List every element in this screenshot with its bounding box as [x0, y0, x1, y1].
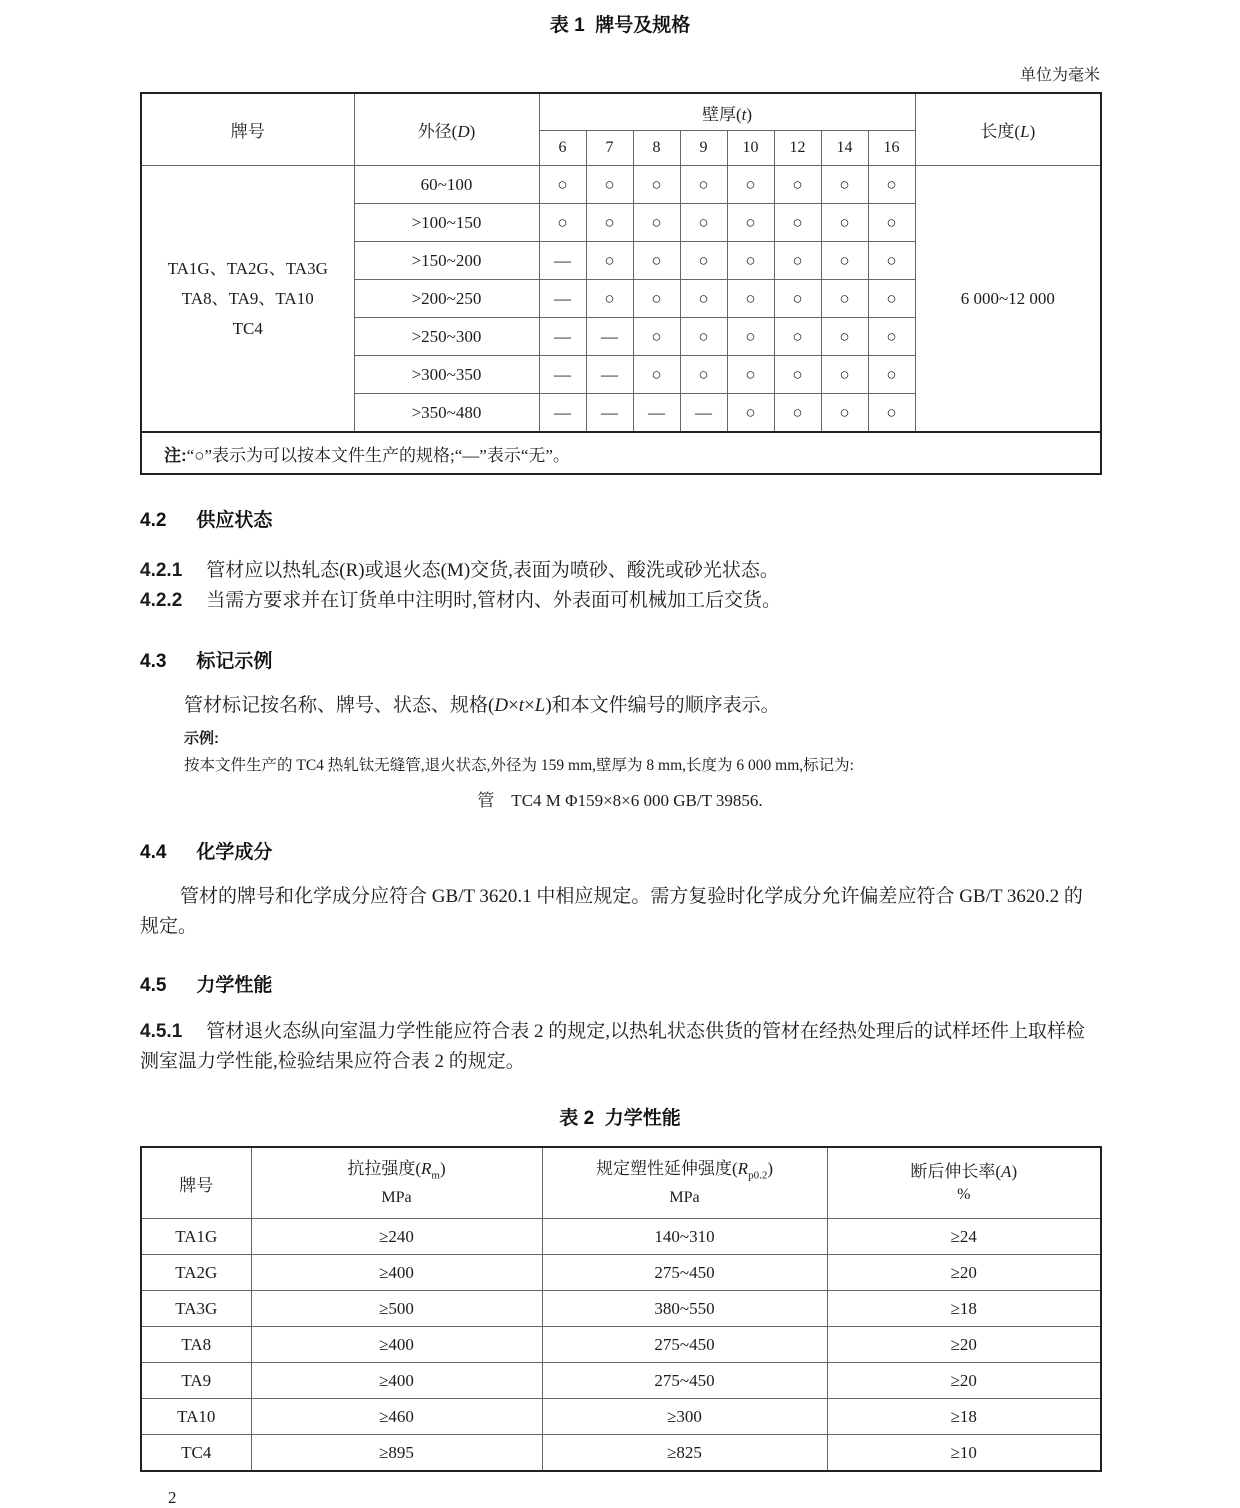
- yield-value: 275~450: [542, 1363, 827, 1399]
- brand-line-3: TC4: [232, 318, 263, 338]
- col-header-elongation: [827, 1147, 1101, 1219]
- spec-mark: —: [539, 242, 586, 280]
- brand-value: TA8: [141, 1327, 251, 1363]
- yield-label-pre: 规定塑性延伸强度(: [596, 1158, 738, 1178]
- subscript-p02: p0.2: [748, 1169, 768, 1182]
- spec-mark: ○: [680, 204, 727, 242]
- spec-mark: —: [586, 356, 633, 394]
- length-cell: 6 000~12 000: [915, 166, 1101, 433]
- section-number: 4.2.1: [140, 560, 183, 581]
- section-title: 力学性能: [196, 975, 273, 996]
- elongation-unit: %: [957, 1186, 971, 1203]
- symbol-t: t: [518, 695, 525, 716]
- tensile-value: ≥500: [251, 1291, 542, 1327]
- section-4-2-2: [140, 586, 1100, 616]
- spec-mark: ○: [633, 356, 680, 394]
- table2: [140, 1146, 1102, 1472]
- col-header-length: [915, 93, 1101, 166]
- yield-value: 275~450: [542, 1255, 827, 1291]
- spec-mark: ○: [868, 242, 915, 280]
- spec-mark: ○: [727, 318, 774, 356]
- section-text: 当需方要求并在订货单中注明时,管材内、外表面可机械加工后交货。: [206, 590, 782, 611]
- brand-value: TC4: [141, 1435, 251, 1472]
- section-number: 4.2.2: [140, 590, 183, 611]
- spec-mark: —: [539, 394, 586, 433]
- spec-mark: ○: [727, 204, 774, 242]
- marking-text: )和本文件编号的顺序表示。: [545, 695, 780, 716]
- page-content: [140, 0, 1100, 1508]
- spec-mark: ○: [774, 280, 821, 318]
- spec-mark: ○: [586, 204, 633, 242]
- spec-mark: ○: [539, 204, 586, 242]
- section-4-3-heading: [140, 646, 1100, 673]
- tensile-value: ≥400: [251, 1327, 542, 1363]
- section-4-5-1: [140, 1017, 1100, 1077]
- col-header-brand: 牌号: [141, 1147, 251, 1219]
- spec-mark: ○: [821, 394, 868, 433]
- table2-header-row: [141, 1147, 1101, 1219]
- note-text: “○”表示为可以按本文件生产的规格;“—”表示“无”。: [186, 445, 570, 465]
- spec-mark: ○: [821, 318, 868, 356]
- spec-mark: ○: [821, 242, 868, 280]
- brand-line-2: TA8、TA9、TA10: [181, 288, 314, 308]
- section-4-5-heading: [140, 970, 1100, 997]
- elongation-label: [828, 1160, 1101, 1184]
- col-header-yield: [542, 1147, 827, 1219]
- table2-title-text: 表 2 力学性能: [559, 1108, 681, 1129]
- yield-value: 275~450: [542, 1327, 827, 1363]
- yield-unit: MPa: [669, 1189, 700, 1207]
- wall-col-6: 6: [539, 131, 586, 166]
- spec-mark: ○: [821, 204, 868, 242]
- od-symbol: D: [457, 122, 470, 141]
- od-range: 60~100: [354, 166, 539, 204]
- wall-label-pre: 壁厚(: [702, 104, 742, 124]
- spec-mark: —: [539, 280, 586, 318]
- yield-value: ≥825: [542, 1435, 827, 1472]
- unit-note: 单位为毫米: [1019, 67, 1100, 84]
- tensile-label: [252, 1157, 542, 1187]
- wall-col-9: 9: [680, 131, 727, 166]
- tensile-value: ≥460: [251, 1399, 542, 1435]
- example-label: 示例:: [184, 730, 219, 747]
- table-row: [141, 1327, 1101, 1363]
- section-text: 管材退火态纵向室温力学性能应符合表 2 的规定,以热轧状态供货的管材在经热处理后的试样坯件上取样检测室温力学性能,检验结果应符合表 2 的规定。: [140, 1021, 1086, 1072]
- spec-mark: ○: [680, 242, 727, 280]
- spec-mark: ○: [868, 204, 915, 242]
- wall-col-10: 10: [727, 131, 774, 166]
- brand-value: TA3G: [141, 1291, 251, 1327]
- elongation-value: ≥24: [827, 1219, 1101, 1255]
- spec-mark: —: [633, 394, 680, 433]
- marking-text: 管材标记按名称、牌号、状态、规格(: [184, 695, 495, 716]
- section-title: 化学成分: [196, 842, 273, 863]
- symbol-D: D: [494, 695, 509, 716]
- spec-mark: —: [539, 356, 586, 394]
- tensile-label-post: ): [439, 1158, 446, 1178]
- elongation-value: ≥20: [827, 1327, 1101, 1363]
- symbol-L: L: [534, 695, 546, 716]
- yield-value: ≥300: [542, 1399, 827, 1435]
- spec-mark: ○: [586, 166, 633, 204]
- table1-header-row1: [141, 93, 1101, 131]
- symbol-A: A: [1001, 1162, 1012, 1181]
- section-number: 4.5: [140, 975, 167, 996]
- table1-title: [140, 0, 1100, 37]
- table-row: [141, 1255, 1101, 1291]
- wall-col-7: 7: [586, 131, 633, 166]
- tensile-label-pre: 抗拉强度(: [347, 1158, 422, 1178]
- col-header-od: [354, 93, 539, 166]
- tensile-value: ≥400: [251, 1363, 542, 1399]
- spec-mark: ○: [868, 318, 915, 356]
- table1-note: [141, 432, 1101, 474]
- length-label-post: ): [1029, 122, 1036, 141]
- yield-value: 140~310: [542, 1219, 827, 1255]
- symbol-R: R: [737, 1158, 749, 1178]
- spec-mark: ○: [586, 242, 633, 280]
- section-number: 4.3: [140, 651, 167, 672]
- table1-title-text: 表 1 牌号及规格: [549, 15, 691, 36]
- brand-value: TA9: [141, 1363, 251, 1399]
- elongation-value: ≥20: [827, 1363, 1101, 1399]
- od-range: >100~150: [354, 204, 539, 242]
- spec-mark: —: [539, 318, 586, 356]
- table-row: [141, 166, 1101, 204]
- brand-cell: [141, 166, 354, 433]
- section-number: 4.4: [140, 842, 167, 863]
- section-4-2-heading: [140, 505, 1100, 532]
- spec-mark: ○: [868, 280, 915, 318]
- spec-mark: ○: [680, 318, 727, 356]
- spec-mark: ○: [727, 356, 774, 394]
- tensile-value: ≥240: [251, 1219, 542, 1255]
- wall-col-12: 12: [774, 131, 821, 166]
- wall-col-14: 14: [821, 131, 868, 166]
- spec-mark: —: [586, 394, 633, 433]
- table-row: [141, 1219, 1101, 1255]
- length-label-pre: 长度(: [980, 122, 1021, 141]
- example-marking: [140, 786, 1100, 811]
- times-sign: ×: [508, 695, 519, 716]
- section-number: 4.2: [140, 510, 167, 531]
- elongation-label-post: ): [1011, 1162, 1018, 1181]
- spec-mark: —: [586, 318, 633, 356]
- od-range: >200~250: [354, 280, 539, 318]
- table-row: [141, 1363, 1101, 1399]
- od-label-pre: 外径(: [417, 122, 458, 141]
- symbol-R: R: [421, 1158, 432, 1178]
- section-number: 4.5.1: [140, 1021, 183, 1042]
- spec-mark: ○: [680, 280, 727, 318]
- wall-symbol: t: [741, 104, 747, 124]
- yield-value: 380~550: [542, 1291, 827, 1327]
- od-range: >300~350: [354, 356, 539, 394]
- page-number: 2: [168, 1488, 177, 1507]
- table-row: [141, 1291, 1101, 1327]
- spec-mark: ○: [821, 280, 868, 318]
- wall-col-8: 8: [633, 131, 680, 166]
- tensile-unit: MPa: [381, 1189, 412, 1207]
- elongation-value: ≥10: [827, 1435, 1101, 1472]
- yield-label-post: ): [767, 1158, 773, 1178]
- brand-value: TA1G: [141, 1219, 251, 1255]
- spec-mark: ○: [821, 166, 868, 204]
- yield-label: [543, 1157, 827, 1187]
- table1: [140, 92, 1102, 475]
- tensile-value: ≥400: [251, 1255, 542, 1291]
- spec-mark: ○: [633, 280, 680, 318]
- col-header-brand: 牌号: [141, 93, 354, 166]
- times-sign: ×: [524, 695, 535, 716]
- spec-mark: ○: [774, 318, 821, 356]
- spec-mark: ○: [774, 204, 821, 242]
- section-4-2-1: [140, 556, 1100, 586]
- example-text: 按本文件生产的 TC4 热轧钛无缝管,退火状态,外径为 159 mm,壁厚为 8 mm,长度为 6 000 mm,标记为:: [184, 757, 854, 774]
- od-range: >250~300: [354, 318, 539, 356]
- wall-col-16: 16: [868, 131, 915, 166]
- spec-mark: ○: [727, 394, 774, 433]
- brand-value: TA10: [141, 1399, 251, 1435]
- spec-mark: ○: [727, 166, 774, 204]
- section-title: 供应状态: [196, 510, 273, 531]
- spec-mark: ○: [727, 280, 774, 318]
- spec-mark: ○: [821, 356, 868, 394]
- col-header-tensile: [251, 1147, 542, 1219]
- section-4-4-heading: [140, 837, 1100, 864]
- section-4-3-paragraph: [140, 691, 1100, 721]
- spec-mark: ○: [539, 166, 586, 204]
- tensile-value: ≥895: [251, 1435, 542, 1472]
- note-label: 注:: [164, 445, 187, 465]
- spec-mark: ○: [774, 166, 821, 204]
- subscript-m: m: [431, 1169, 440, 1182]
- section-text: 管材应以热轧态(R)或退火态(M)交货,表面为喷砂、酸洗或砂光状态。: [206, 560, 779, 581]
- col-header-wall: [539, 93, 915, 131]
- example-marking-text: 管 TC4 M Φ159×8×6 000 GB/T 39856.: [477, 791, 763, 810]
- spec-mark: ○: [868, 394, 915, 433]
- table1-note-row: [141, 432, 1101, 474]
- spec-mark: ○: [633, 318, 680, 356]
- spec-mark: ○: [586, 280, 633, 318]
- table-row: [141, 1435, 1101, 1472]
- spec-mark: ○: [868, 166, 915, 204]
- elongation-value: ≥18: [827, 1291, 1101, 1327]
- section-title: 标记示例: [196, 651, 273, 672]
- brand-value: TA2G: [141, 1255, 251, 1291]
- spec-mark: ○: [680, 166, 727, 204]
- spec-mark: ○: [727, 242, 774, 280]
- section-4-4-paragraph: 管材的牌号和化学成分应符合 GB/T 3620.1 中相应规定。需方复验时化学成分允许偏差应符合 GB/T 3620.2 的规定。: [140, 886, 1083, 937]
- spec-mark: ○: [774, 242, 821, 280]
- od-range: >350~480: [354, 394, 539, 433]
- table-row: [141, 1399, 1101, 1435]
- table2-title: [140, 1103, 1100, 1130]
- od-label-post: ): [469, 122, 476, 141]
- elongation-label-pre: 断后伸长率(: [910, 1162, 1002, 1181]
- elongation-value: ≥18: [827, 1399, 1101, 1435]
- spec-mark: ○: [774, 394, 821, 433]
- spec-mark: —: [680, 394, 727, 433]
- length-symbol: L: [1020, 122, 1030, 141]
- od-range: >150~200: [354, 242, 539, 280]
- spec-mark: ○: [633, 204, 680, 242]
- spec-mark: ○: [868, 356, 915, 394]
- brand-line-1: TA1G、TA2G、TA3G: [167, 258, 328, 278]
- spec-mark: ○: [680, 356, 727, 394]
- spec-mark: ○: [633, 166, 680, 204]
- spec-mark: ○: [633, 242, 680, 280]
- spec-mark: ○: [774, 356, 821, 394]
- elongation-value: ≥20: [827, 1255, 1101, 1291]
- wall-label-post: ): [746, 104, 753, 124]
